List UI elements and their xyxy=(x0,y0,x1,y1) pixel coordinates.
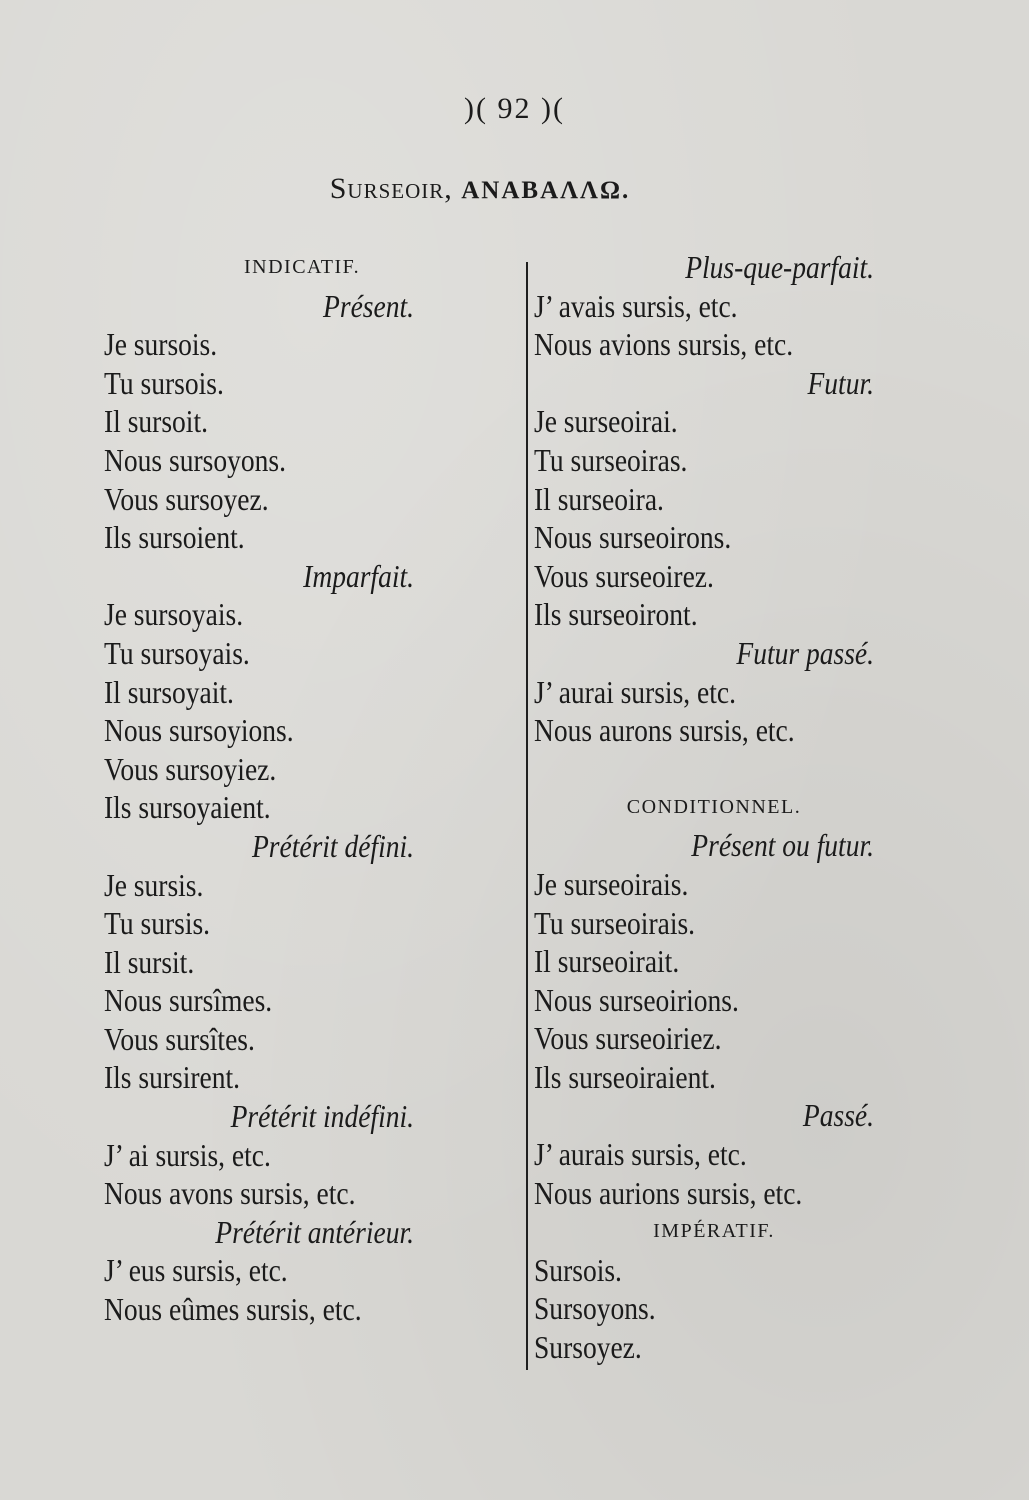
conjugation-line: Vous surseoiriez. xyxy=(534,1020,722,1057)
title-greek: ΑΝΑΒΑΛΛΩ. xyxy=(461,177,631,204)
conjugation-line: Vous sursoyez. xyxy=(104,480,269,517)
conjugation-line: Nous avions sursis, etc. xyxy=(534,326,794,363)
mood-heading: IMPÉRATIF. xyxy=(653,1220,775,1243)
mood-heading: CONDITIONNEL. xyxy=(626,795,802,818)
conjugation-line: Ils surseoiront. xyxy=(534,596,698,633)
conjugation-line: Tu sursoyais. xyxy=(104,634,250,671)
conjugation-line: Ils sursoient. xyxy=(104,519,245,556)
conjugation-line: Nous eûmes sursis, etc. xyxy=(104,1291,362,1328)
left-column xyxy=(104,248,444,1329)
conjugation-line: Ils surseoiraient. xyxy=(534,1058,716,1095)
conjugation-line: Nous surseoirons. xyxy=(534,519,732,556)
page-title xyxy=(0,172,960,206)
conjugation-line: Ils sursirent. xyxy=(104,1059,241,1096)
tense-heading: Prétérit indéfini. xyxy=(230,1098,414,1135)
conjugation-line: J’ ai sursis, etc. xyxy=(104,1136,271,1173)
mood-heading: INDICATIF. xyxy=(244,256,361,278)
conjugation-line: J’ aurai sursis, etc. xyxy=(534,673,737,710)
conjugation-line: Nous sursîmes. xyxy=(104,982,273,1019)
tense-heading: Plus-que-parfait. xyxy=(685,249,874,285)
conjugation-line: Il surseoirait. xyxy=(534,943,680,980)
conjugation-line: Il surseoira. xyxy=(534,480,664,517)
tense-heading: Imparfait. xyxy=(303,557,414,594)
conjugation-line: Je sursoyais. xyxy=(104,596,244,633)
conjugation-line: Vous sursîtes. xyxy=(104,1020,255,1057)
conjugation-line: J’ avais sursis, etc. xyxy=(534,287,738,324)
conjugation-line: Vous surseoirez. xyxy=(534,557,714,594)
conjugation-line: Il sursoit. xyxy=(104,403,208,440)
conjugation-line: Nous avons sursis, etc. xyxy=(104,1175,356,1212)
conjugation-line: Je surseoirai. xyxy=(534,403,678,440)
tense-heading: Présent ou futur. xyxy=(691,827,874,864)
conjugation-line: J’ aurais sursis, etc. xyxy=(534,1136,747,1173)
conjugation-line: Vous sursoyiez. xyxy=(104,750,277,787)
tense-heading: Futur passé. xyxy=(736,634,874,671)
conjugation-line: Nous surseoirions. xyxy=(534,981,739,1018)
right-column xyxy=(534,248,894,1367)
conjugation-line: Tu sursois. xyxy=(104,364,224,401)
conjugation-line: Je sursis. xyxy=(104,866,204,903)
conjugation-line: Il sursoyait. xyxy=(104,673,234,710)
conjugation-line: Sursoyons. xyxy=(534,1290,656,1327)
conjugation-line: Tu surseoirais. xyxy=(534,904,696,941)
conjugation-line: Ils sursoyaient. xyxy=(104,789,271,826)
conjugation-line: Sursoyez. xyxy=(534,1329,642,1366)
conjugation-line: Je surseoirais. xyxy=(534,865,689,902)
conjugation-line: Tu surseoiras. xyxy=(534,441,688,478)
page-number: )( 92 )( xyxy=(464,92,565,125)
tense-heading: Futur. xyxy=(807,364,874,401)
conjugation-line: Nous aurons sursis, etc. xyxy=(534,712,795,749)
conjugation-line: Tu sursis. xyxy=(104,905,211,942)
column-divider xyxy=(526,262,528,1370)
conjugation-line: J’ eus sursis, etc. xyxy=(104,1252,288,1289)
conjugation-line: Sursois. xyxy=(534,1251,622,1288)
tense-heading: Présent. xyxy=(323,287,414,324)
conjugation-line: Nous aurions sursis, etc. xyxy=(534,1174,803,1211)
title-verb: Surseoir, xyxy=(329,172,453,205)
tense-heading: Passé. xyxy=(802,1097,874,1134)
conjugation-line: Il sursit. xyxy=(104,943,195,980)
conjugation-line: Nous sursoyions. xyxy=(104,712,294,749)
tense-heading: Prétérit antérieur. xyxy=(215,1213,414,1250)
conjugation-line: Je sursois. xyxy=(104,326,218,363)
conjugation-line: Nous sursoyons. xyxy=(104,441,286,478)
tense-heading: Prétérit défini. xyxy=(251,827,414,864)
